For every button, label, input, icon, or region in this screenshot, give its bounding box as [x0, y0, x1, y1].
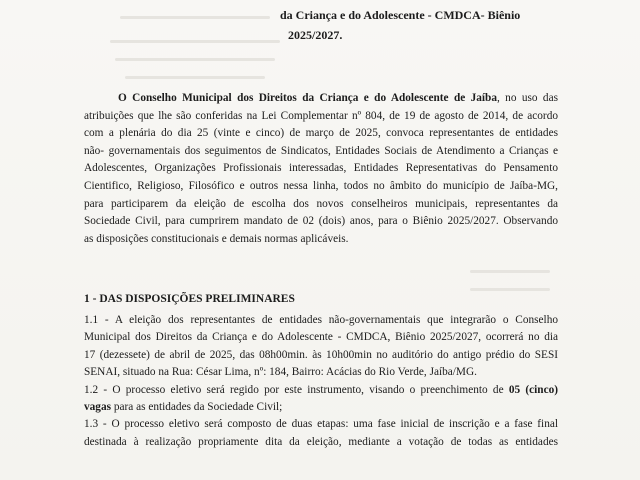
intro-paragraph [84, 90, 558, 248]
intro-line-1 [84, 90, 558, 108]
item-1-1-line-4: SENAI, situado na Rua: César Lima, nº: 184, Bairro: Acácias do Rio Verde, Jaíba/MG. [84, 366, 477, 379]
intro-line-6: Cientifico, Religioso, Filosófico e outros nessa linha, todos no âmbito do município de Jaíba-MG, [84, 179, 558, 192]
item-1-1-line-1: 1.1 - A eleição dos representantes de entidades não-governamentais que integrarão o Conselho [84, 314, 558, 326]
intro-line-8: Sociedade Civil, para cumprirem mandato de 02 (dois) anos, para o Biênio 2025/2027. Observando [84, 215, 558, 228]
section-heading: 1 - DAS DISPOSIÇÕES PRELIMINARES [84, 293, 295, 305]
intro-line-9: as disposições constitucionais e demais normas aplicáveis. [84, 232, 349, 245]
council-name: O Conselho Municipal dos Direitos da Criança e do Adolescente de Jaíba [118, 92, 497, 104]
bleed-through-line [120, 16, 270, 19]
bleed-through-line [115, 58, 275, 61]
header-title-line1: da Criança e do Adolescente - CMDCA- Biênio [280, 8, 521, 22]
intro-line-1-tail: , no uso das [496, 92, 558, 104]
item-1-2-line-1 [84, 382, 558, 399]
item-1-1-line-3: 17 (dezessete) de abril de 2025, das 08h00min. às 10h00min no auditório do antigo prédio do SESI [84, 348, 558, 361]
intro-line-4: não- governamentais dos seguimentos de Sindicatos, Entidades Sociais de Atendimento a Crianças e [84, 144, 558, 157]
item-1-2-line-2 [84, 399, 558, 416]
item-1-3-line-2: destinada à realização propriamente dita da eleição, mediante a votação de todas as entidades [84, 435, 558, 448]
item-1-2-vagas: vagas [84, 401, 111, 414]
item-1-2-vacancies: 05 (cinco) [508, 383, 558, 396]
intro-line-3: com a plenária do dia 25 (vinte e cinco) de março de 2025, convoca representantes de entidades [84, 127, 558, 140]
item-1-2-text: 1.2 - O processo eletivo será regido por este instrumento, visando o preenchimento de [84, 383, 509, 396]
item-1-3-line-1: 1.3 - O processo eletivo será composto de duas etapas: uma fase inicial de inscrição e a fase final [84, 418, 558, 431]
item-1-1-line-2: Municipal dos Direitos da Criança e do Adolescente - CMDCA, Biênio 2025/2027, ocorrerá no dia [84, 331, 558, 344]
header-title-line2: 2025/2027. [288, 28, 343, 42]
intro-line-2: atribuições que lhe são conferidas na Lei Complementar nº 804, de 19 de agosto de 2014, de acordo [84, 109, 558, 122]
bleed-through-line [470, 288, 550, 291]
section-body [84, 312, 558, 451]
bleed-through-line [110, 40, 280, 43]
intro-line-7: para participarem da eleição de escolha dos novos conselheiros municipais, representantes da [84, 197, 558, 210]
intro-line-5: Adolescentes, Organizações Profissionais interessadas, Entidades Representativas do Pensamento [84, 162, 558, 175]
bleed-through-line [470, 270, 550, 273]
bleed-through-line [125, 76, 265, 79]
item-1-2-tail: para as entidades da Sociedade Civil; [111, 401, 283, 414]
